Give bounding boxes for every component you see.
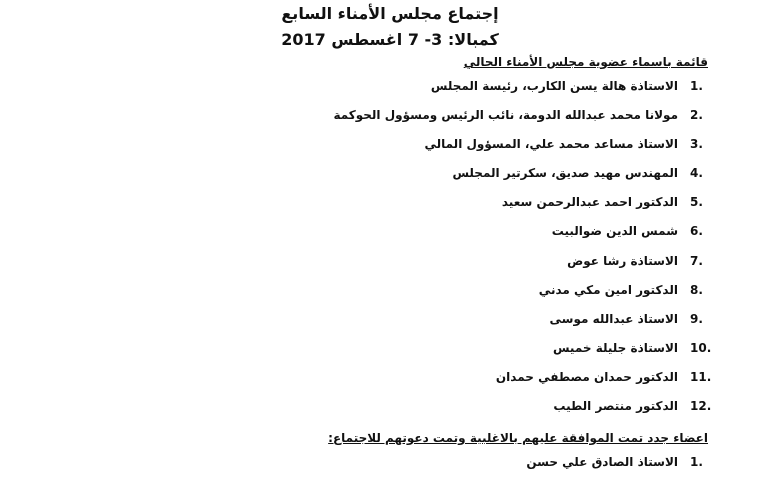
list-item-text: الدكتور منتصر الطيب (553, 399, 678, 414)
list-item-number: 6. (690, 224, 703, 239)
list-item-text: الاستاذة رشا عوض (567, 253, 678, 268)
list-item-text: الاستاذ الصادق علي حسن (526, 455, 678, 469)
member-list-item (108, 101, 708, 130)
member-list-item (108, 392, 712, 421)
member-list-item (108, 72, 708, 101)
list-item-text: مولانا محمد عبدالله الدومة، نائب الرئيس ومسؤول الحوكمة (333, 108, 678, 123)
list-item-number: 11. (690, 369, 712, 384)
list-item-number: 12. (690, 399, 712, 414)
member-list-item (108, 188, 708, 217)
member-list-item (108, 363, 712, 392)
new-member-list-item (108, 448, 708, 477)
list-item-text: الاستاذ مساعد محمد علي، المسؤول المالي (424, 137, 678, 152)
member-list-item (108, 276, 708, 305)
member-list-item (108, 247, 708, 276)
list-item-number: 3. (690, 137, 703, 152)
new-members-section-heading: اعضاء جدد تمت الموافقة عليهم بالاغلبية وتمت دعوتهم للاجتماع: (328, 431, 708, 445)
list-item-text: الاستاذة هالة يسن الكارب، رئيسة المجلس (430, 79, 678, 93)
list-item-number: 9. (690, 311, 703, 326)
list-item-text: الاستاذ عبدالله موسى (549, 311, 678, 326)
list-item-number: 4. (690, 166, 703, 181)
member-list-item (108, 334, 712, 363)
members-section-heading: قائمة باسماء عضوية مجلس الأمناء الحالي (463, 55, 708, 69)
list-item-number: 2. (690, 108, 703, 123)
list-item-number: 10. (690, 340, 712, 355)
list-item-number: 1. (690, 455, 703, 469)
list-item-number: 5. (690, 195, 703, 210)
list-item-text: شمس الدين ضوالبيت (551, 224, 678, 239)
list-item-number: 7. (690, 253, 703, 268)
list-item-text: المهندس مهيد صديق، سكرتير المجلس (452, 166, 678, 181)
document-subtitle: كمبالا: 3- 7 اغسطس 2017 (281, 30, 499, 49)
member-list-item (108, 159, 708, 188)
member-list-item (108, 217, 708, 246)
members-list (108, 72, 712, 421)
list-item-text: الاستاذة جليلة خميس (552, 340, 678, 355)
document-title: إجتماع مجلس الأمناء السابع (281, 4, 499, 23)
list-item-text: الدكتور حمدان مصطفي حمدان (495, 369, 678, 384)
list-item-number: 8. (690, 282, 703, 297)
member-list-item (108, 305, 708, 334)
list-item-text: الدكتور امين مكي مدني (538, 282, 678, 297)
list-item-text: الدكتور احمد عبدالرحمن سعيد (501, 195, 678, 210)
list-item-number: 1. (690, 79, 703, 93)
member-list-item (108, 130, 708, 159)
new-members-list (108, 448, 708, 477)
